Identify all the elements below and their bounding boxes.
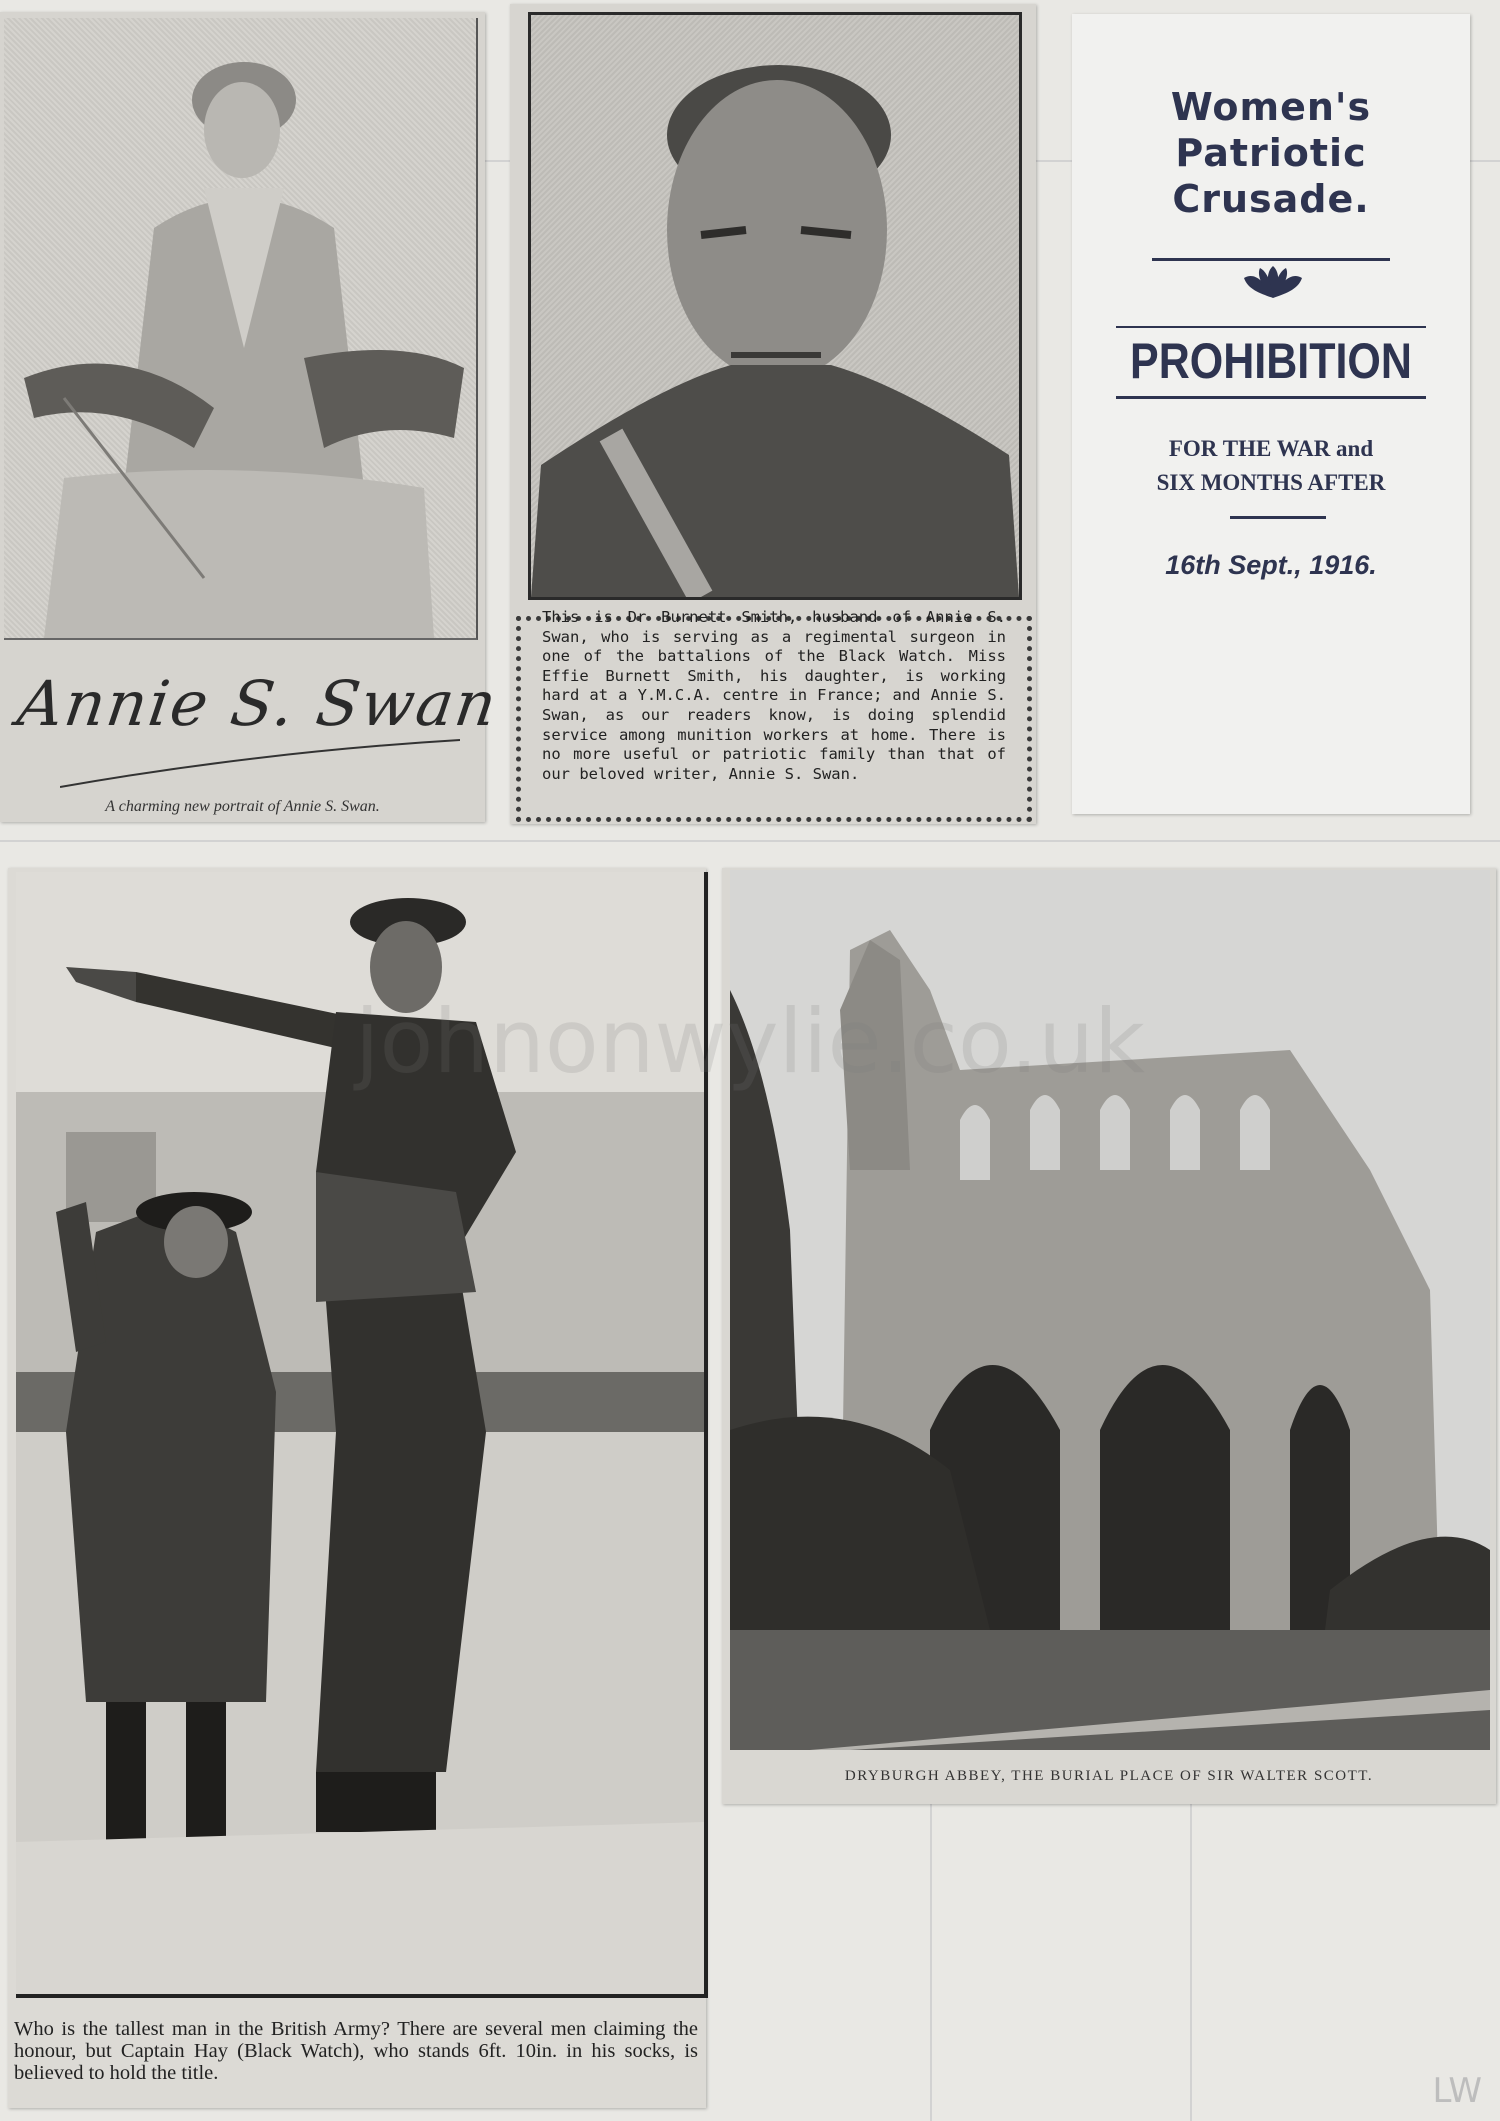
clipping-annie-swan-portrait — [0, 12, 503, 822]
tallest-man-photo — [16, 872, 708, 1998]
divider-rule — [1116, 326, 1426, 328]
leaflet-date: 16th Sept., 1916. — [1165, 550, 1377, 580]
leaflet-title-line: Women's — [1170, 85, 1372, 129]
divider-rule — [1230, 516, 1326, 519]
divider-rule — [1116, 396, 1426, 399]
annie-swan-photo — [4, 18, 478, 640]
portrait-illustration — [4, 18, 476, 638]
leaflet-title-line: Patriotic — [1175, 131, 1367, 175]
leaflet-heading: PROHIBITION — [1130, 333, 1412, 389]
dryburgh-abbey-photo — [730, 870, 1490, 1750]
abbey-illustration — [730, 870, 1490, 1750]
fleuron-ornament-icon — [1242, 264, 1304, 300]
clipping-dryburgh-abbey — [722, 868, 1496, 1804]
annie-swan-caption: A charming new portrait of Annie S. Swan. — [105, 798, 380, 815]
clipping-patriotic-crusade-leaflet — [1072, 14, 1470, 814]
corner-monogram: LW — [1432, 2071, 1482, 2111]
dryburgh-abbey-caption: DRYBURGH ABBEY, THE BURIAL PLACE OF SIR WALTER SCOTT. — [844, 1768, 1374, 1784]
leaflet-subtitle-line: FOR THE WAR and — [1168, 436, 1374, 461]
page-gridline — [930, 1800, 932, 2121]
burnett-smith-article-text: This is Dr Burnett Smith, husband of Annie S. Swan, who is serving as a regimental surgeon in one of the battalions of the Black Watch. Miss Effie Burnett Smith, his daughter, is working hard at a Y.M.C.A. centre in France; and Annie S. Swan, as our readers know, is doing splendid service among munition workers at home. There is no more useful or patriotic family than that of our beloved writer, Annie S. Swan. — [542, 608, 1006, 783]
burnett-smith-photo — [528, 12, 1022, 600]
leaflet-subtitle — [1072, 432, 1470, 500]
page-gridline — [0, 840, 1500, 842]
leaflet-title — [1072, 84, 1470, 222]
portrait-illustration — [531, 15, 1019, 597]
clipping-tallest-man — [8, 868, 706, 2108]
page-gridline — [1190, 1800, 1192, 2121]
leaflet-title-line: Crusade. — [1172, 177, 1370, 221]
annie-swan-signature: Annie S. Swan — [13, 667, 503, 740]
signature-underline — [60, 732, 460, 792]
clipping-burnett-smith — [510, 4, 1036, 824]
leaflet-subtitle-line: SIX MONTHS AFTER — [1156, 470, 1386, 495]
divider-rule — [1152, 258, 1390, 261]
photo-illustration — [16, 872, 704, 1994]
tallest-man-caption: Who is the tallest man in the British Army? There are several men claiming the honour, but Captain Hay (Black Watch), who stands 6ft. 10in. in his socks, is believed to hold the title. — [14, 2018, 698, 2084]
